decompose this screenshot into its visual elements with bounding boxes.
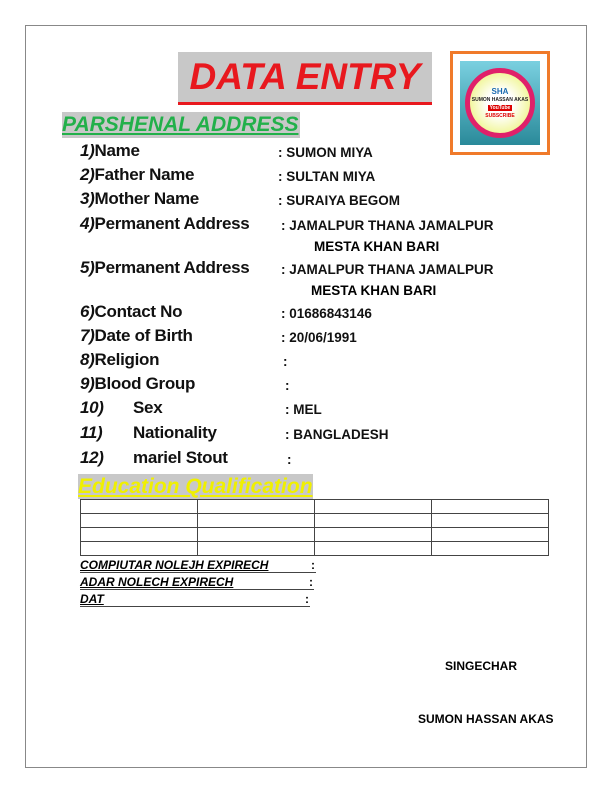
underline (80, 572, 316, 573)
field-value: : BANGLADESH (285, 427, 389, 442)
field-value: : 01686843146 (281, 306, 372, 321)
experience-label: ADAR NOLECH EXPIRECH (80, 575, 234, 589)
field-label: 10) Sex (80, 398, 163, 417)
field-label: 11) Nationality (80, 423, 217, 442)
field-value: : SUMON MIYA (278, 145, 373, 160)
education-heading: Education Qualification (78, 475, 313, 498)
section-heading: PARSHENAL ADDRESS (62, 113, 299, 136)
field-label: 3)Mother Name (80, 189, 199, 208)
field-label: 1)Name (80, 141, 140, 160)
field-value: : JAMALPUR THANA JAMALPUR (281, 262, 494, 277)
signature-name: SUMON HASSAN AKAS (418, 712, 554, 726)
youtube-icon: YouTube (489, 104, 511, 111)
field-label: 8)Religion (80, 350, 160, 369)
field-label: 7)Date of Birth (80, 326, 193, 345)
page-title: DATA ENTRY (178, 52, 432, 105)
signature-label: SINGECHAR (445, 659, 518, 673)
field-value: : JAMALPUR THANA JAMALPUR (281, 218, 494, 233)
experience-colon: : (311, 558, 315, 572)
field-value: : 20/06/1991 (281, 330, 357, 345)
field-value-line2: MESTA KHAN BARI (314, 239, 440, 254)
logo-circle (465, 68, 535, 138)
field-label: 2)Father Name (80, 165, 195, 184)
field-value: : (285, 378, 290, 393)
field-label: 4)Permanent Address (80, 214, 250, 233)
field-value: : SURAIYA BEGOM (278, 193, 401, 208)
experience-label: DAT (80, 592, 104, 606)
field-label: 12) mariel Stout (80, 448, 228, 467)
underline (80, 589, 314, 590)
logo-youtube (470, 104, 530, 112)
experience-label: COMPIUTAR NOLEJH EXPIRECH (80, 558, 269, 572)
logo-text: SHA (491, 86, 509, 96)
channel-logo (450, 51, 550, 155)
field-value-line2: MESTA KHAN BARI (311, 283, 437, 298)
education-table (80, 499, 549, 556)
field-label: 6)Contact No (80, 302, 183, 321)
logo-text: SUBSCRIBE (485, 112, 515, 119)
field-label: 5)Permanent Address (80, 258, 250, 277)
field-value: : MEL (285, 402, 322, 417)
logo-background (460, 61, 540, 145)
field-value: : (287, 452, 292, 467)
experience-colon: : (309, 575, 313, 589)
field-value: : SULTAN MIYA (278, 169, 376, 184)
logo-text: SUMON HASSAN AKAS (471, 96, 529, 103)
experience-colon: : (305, 592, 309, 606)
field-value: : (283, 354, 288, 369)
field-label: 9)Blood Group (80, 374, 196, 393)
underline (80, 606, 310, 607)
